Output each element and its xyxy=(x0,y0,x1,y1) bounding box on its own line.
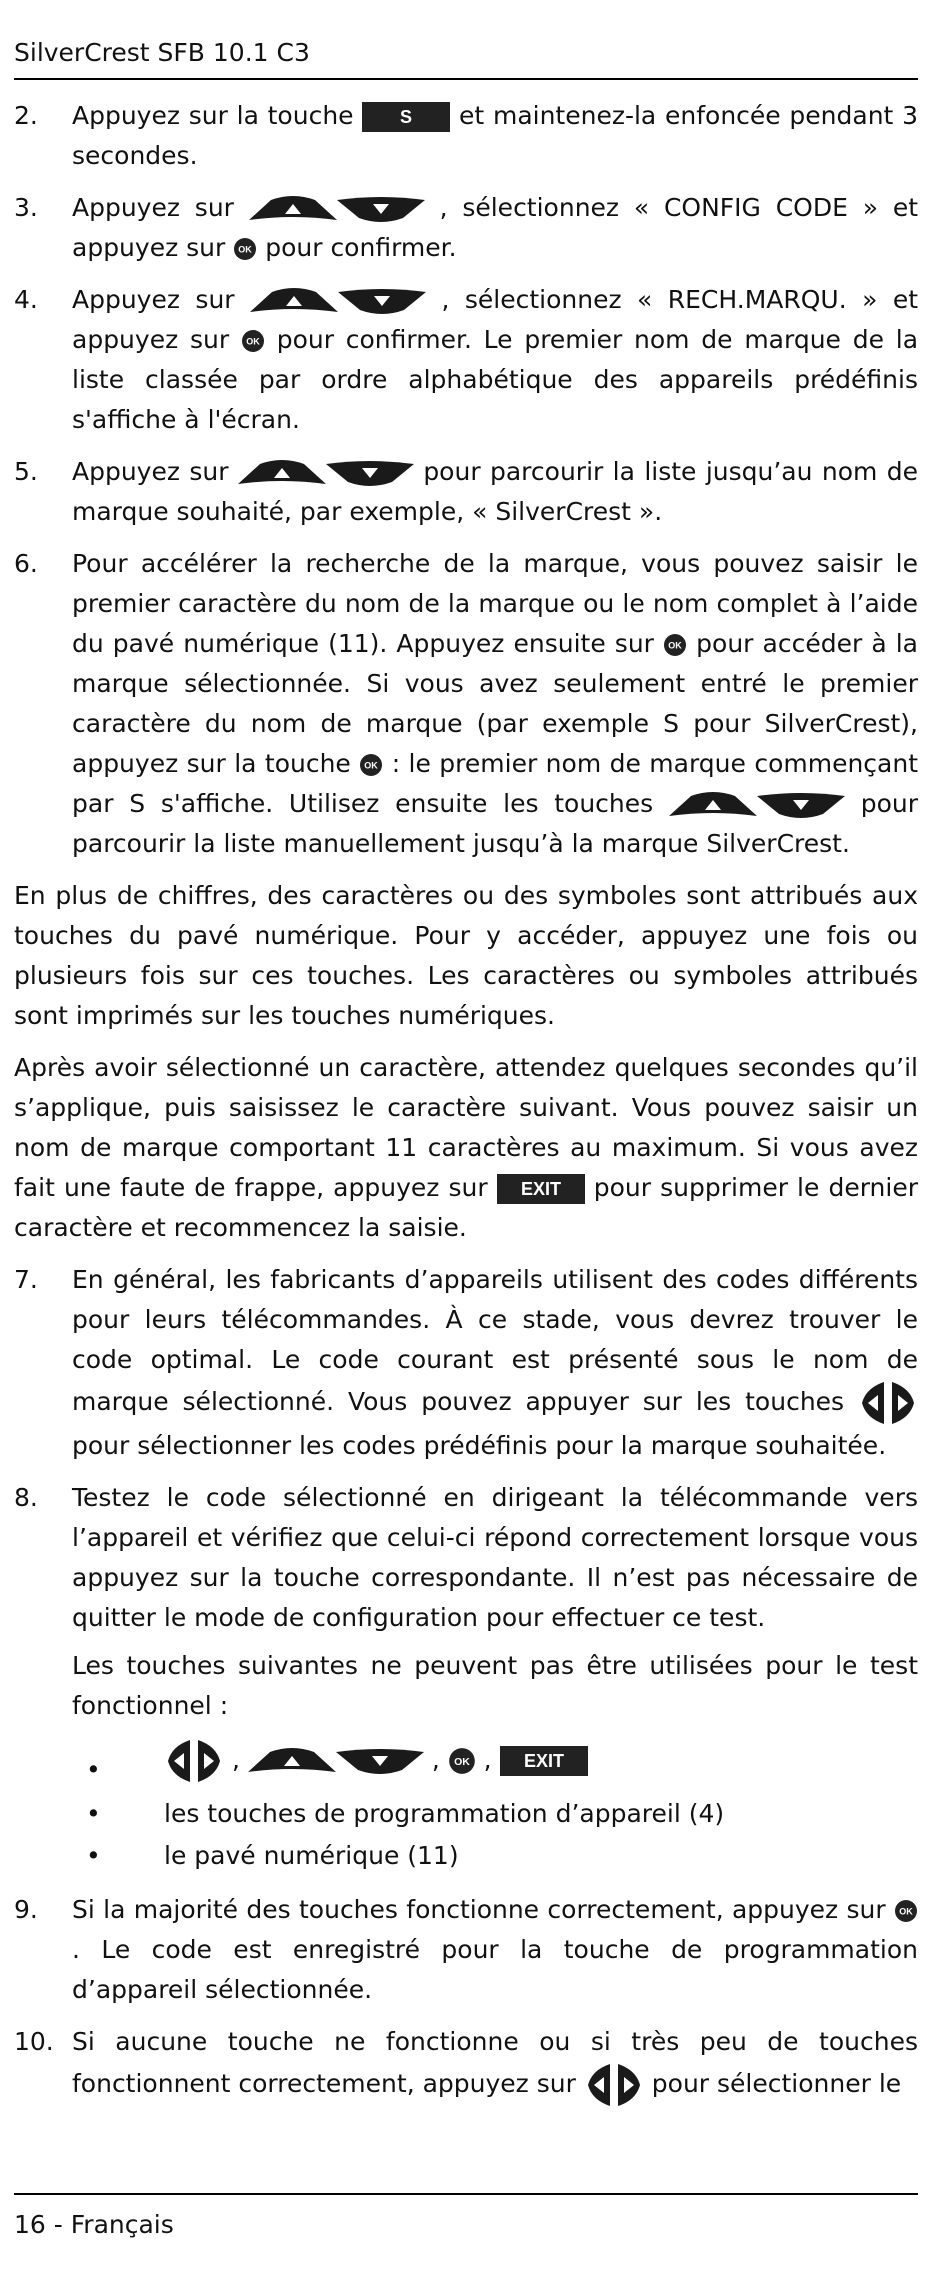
step-number: 4. xyxy=(14,285,38,314)
up-down-arrow-icons xyxy=(238,458,414,488)
step-2: 2. Appuyez sur la touche S et maintenez-la enfoncée pendant 3 secondes. xyxy=(14,96,918,176)
left-right-arrow-icons xyxy=(584,2062,644,2108)
bullet: • xyxy=(86,1841,101,1870)
step-6: 6. Pour accélérer la recherche de la marque, vous pouvez saisir le premier caractère du nom de la marque ou le nom complet à l’aide du pavé numérique (11). Appuyez ensuite sur OK pour accéder à la marque sélectionnée. Si vous avez seulement entré le premier caractère du nom de marque (par exemple S pour SilverCrest), appuyez sur la touche OK : le premier nom de marque commençant par S s'affiche. Utilisez ensuite les touches pour parcourir la liste manuellement jusqu’à la marque SilverCrest. xyxy=(14,544,918,864)
up-down-arrow-icons xyxy=(669,790,845,820)
up-down-arrow-icons xyxy=(248,1746,424,1776)
bullet-device-keys: • les touches de programmation d’appareil (4) xyxy=(14,1794,918,1836)
up-down-arrow-icons xyxy=(249,194,425,224)
bullet: • xyxy=(86,1799,101,1828)
page-header: SilverCrest SFB 10.1 C3 xyxy=(14,38,310,67)
step-number: 3. xyxy=(14,193,38,222)
header-rule xyxy=(14,78,918,80)
step-number: 5. xyxy=(14,457,38,486)
step-number: 2. xyxy=(14,101,38,130)
ok-key-label: OK xyxy=(238,244,252,255)
s-key-label: S xyxy=(400,107,413,127)
step-10: 10. Si aucune touche ne fonctionne ou si très peu de touches fonctionnent correctement, appuyez sur pour sélectionner le xyxy=(14,2022,918,2108)
ok-key-label: OK xyxy=(246,336,260,347)
ok-button-icon xyxy=(241,329,265,353)
paragraph-entry: Après avoir sélectionné un caractère, attendez quelques secondes qu’il s’applique, puis saisissez le caractère suivant. Vous pouvez saisir un nom de marque comportant 11 caractères au maximum. Si vous avez fait une faute de frappe, appuyez sur EXIT pour supprimer le dernier caractère et recommencez la saisie. xyxy=(14,1053,918,1242)
step-number: 9. xyxy=(14,1895,38,1924)
step-number: 7. xyxy=(14,1265,38,1294)
paragraph-characters: En plus de chiffres, des caractères ou des symboles sont attribués aux touches du pavé numérique. Pour y accéder, appuyez une fois ou plusieurs fois sur ces touches. Les caractères ou symboles attribués sont imprimés sur les touches numériques. xyxy=(14,881,918,1030)
ok-button-icon xyxy=(233,237,257,261)
ok-key-label: OK xyxy=(668,640,682,651)
step-5: 5. Appuyez sur pour parcourir la liste jusqu’au nom de marque souhaité, par exemple, « SilverCrest ». xyxy=(14,452,918,532)
s-key-icon xyxy=(362,102,450,132)
ok-button-icon xyxy=(894,1899,918,1923)
left-right-arrow-icons xyxy=(858,1380,918,1426)
exit-key-label: EXIT xyxy=(520,1179,561,1199)
exit-key-label: EXIT xyxy=(523,1751,564,1771)
step-number: 6. xyxy=(14,549,38,578)
ok-button-icon xyxy=(663,633,687,657)
bullet: • xyxy=(86,1755,101,1784)
step-3: 3. Appuyez sur , sélectionnez « CONFIG CODE » et appuyez sur OK pour confirmer. xyxy=(14,188,918,268)
left-right-arrow-icons xyxy=(164,1738,224,1784)
up-down-arrow-icons xyxy=(250,286,426,316)
step-8: 8. Testez le code sélectionné en dirigeant la télécommande vers l’appareil et vérifiez que celui-ci répond correctement lorsque vous appuyez sur la touche correspondante. Il n’est pas nécessaire de quitter le mode de configuration pour effectuer ce test. Les touches suivantes ne peuvent pas être utilisées pour le test fonctionnel : xyxy=(14,1478,918,1726)
ok-key-label: OK xyxy=(899,1906,913,1917)
step-number: 10. xyxy=(14,2027,54,2056)
exit-key-icon xyxy=(500,1746,588,1776)
exit-key-icon xyxy=(497,1174,585,1204)
bullet-numpad: • le pavé numérique (11) xyxy=(14,1836,918,1878)
footer-rule xyxy=(14,2193,918,2195)
bullet-keys: • , , OK , EXIT xyxy=(14,1738,918,1794)
page-content xyxy=(14,96,918,2120)
step-number: 8. xyxy=(14,1483,38,1512)
page-footer: 16 - Français xyxy=(14,2210,174,2239)
step-7: 7. En général, les fabricants d’appareils utilisent des codes différents pour leurs télécommandes. À ce stade, vous devrez trouver le code optimal. Le code courant est présenté sous le nom de marque sélectionné. Vous pouvez appuyer sur les touches pour sélectionner les codes prédéfinis pour la marque souhaitée. xyxy=(14,1260,918,1466)
ok-button-icon xyxy=(359,753,383,777)
ok-key-label: OK xyxy=(453,1756,470,1769)
step-4: 4. Appuyez sur , sélectionnez « RECH.MARQU. » et appuyez sur OK pour confirmer. Le premier nom de marque de la liste classée par ordre alphabétique des appareils prédéfinis s'affiche à l'écran. xyxy=(14,280,918,440)
step-9: 9. Si la majorité des touches fonctionne correctement, appuyez sur OK . Le code est enregistré pour la touche de programmation d’appareil sélectionnée. xyxy=(14,1890,918,2010)
ok-key-label: OK xyxy=(364,760,379,771)
ok-button-icon xyxy=(448,1747,476,1775)
